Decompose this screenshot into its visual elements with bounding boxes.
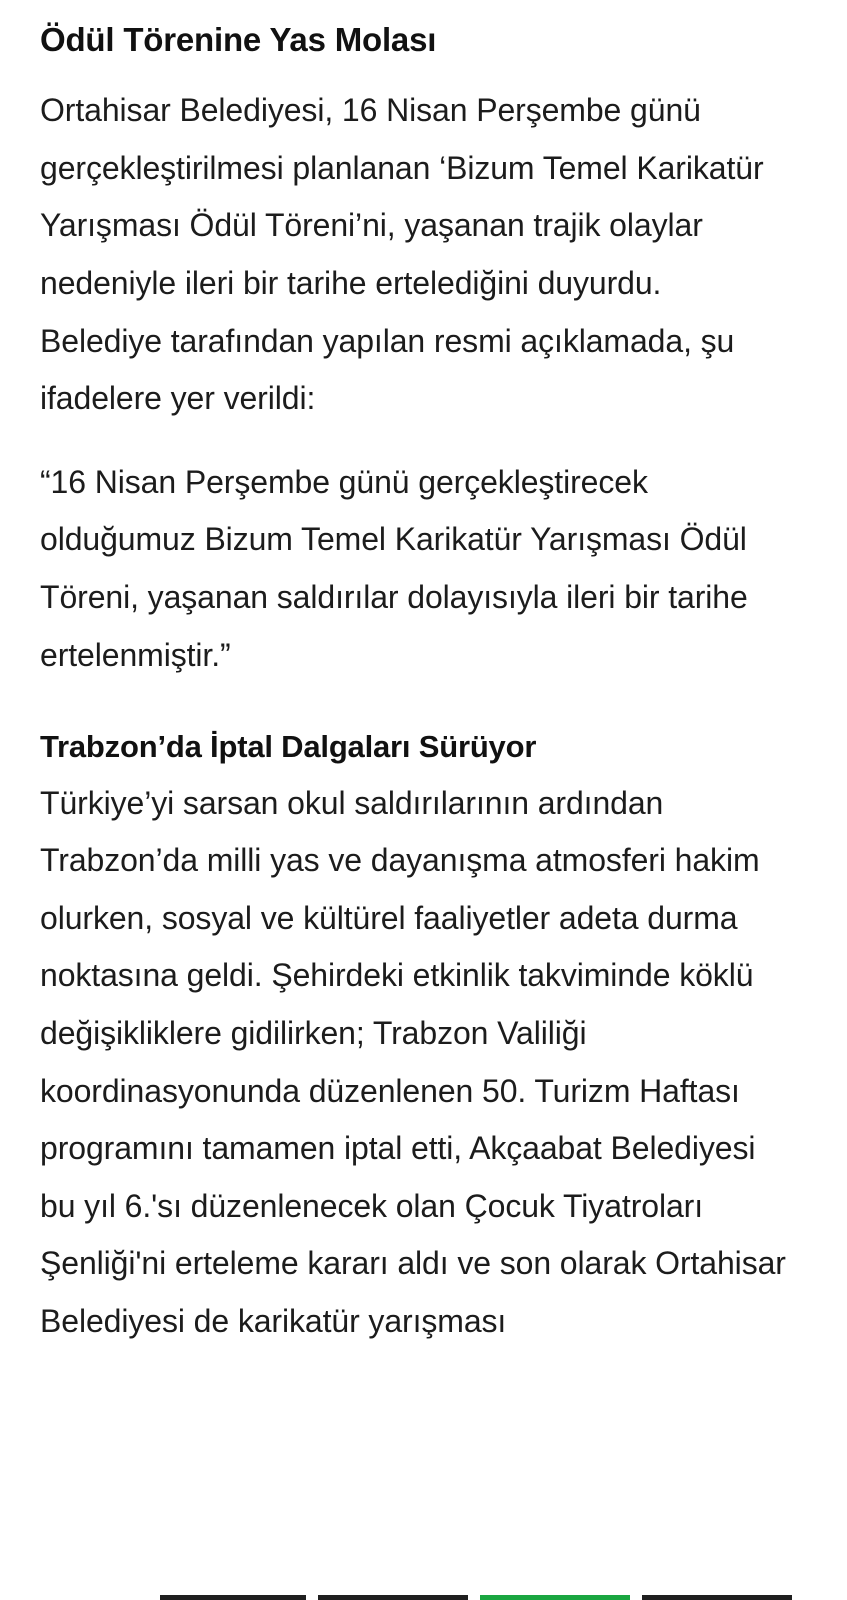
segment-green — [480, 1595, 630, 1600]
article-quote: “16 Nisan Perşembe günü gerçekleştirecek olduğumuz Bizum Temel Karikatür Yarışması Ödül Töreni, yaşanan saldırılar dolayısıyla ileri bir tarihe ertelenmiştir.” — [40, 463, 748, 673]
section-paragraph: Türkiye’yi sarsan okul saldırılarının ardından Trabzon’da milli yas ve dayanışma atmosferi hakim olurken, sosyal ve kültürel faaliyetler adeta durma noktasına geldi. Şehirdeki etkinlik takviminde köklü değişikliklere gidilirken; Trabzon Valiliği koordinasyonunda düzenlenen 50. Turizm Haftası programını tamamen iptal etti, Akçaabat Belediyesi bu yıl 6.'sı düzenlenecek olan Çocuk Tiyatroları Şenliği'ni erteleme kararı aldı ve son olarak Ortahisar Belediyesi de karikatür yarışması — [40, 784, 786, 1339]
article-heading: Ödül Törenine Yas Molası — [40, 21, 437, 58]
segment-dark-right — [642, 1595, 792, 1600]
bottom-progress-bar — [0, 1592, 847, 1600]
segment-dark-left — [160, 1595, 306, 1600]
article-paragraph-intro: Ortahisar Belediyesi, 16 Nisan Perşembe günü gerçekleştirilmesi planlanan ‘Bizum Temel Karikatür Yarışması Ödül Töreni’ni, yaşanan trajik olaylar nedeniyle ileri bir tarihe ertelediğini duyurdu. Belediye tarafından yapılan resmi açıklamada, şu ifadelere yer verildi: — [40, 92, 764, 417]
section-heading: Trabzon’da İptal Dalgaları Sürüyor — [40, 729, 537, 765]
segment-dark-mid — [318, 1595, 468, 1600]
